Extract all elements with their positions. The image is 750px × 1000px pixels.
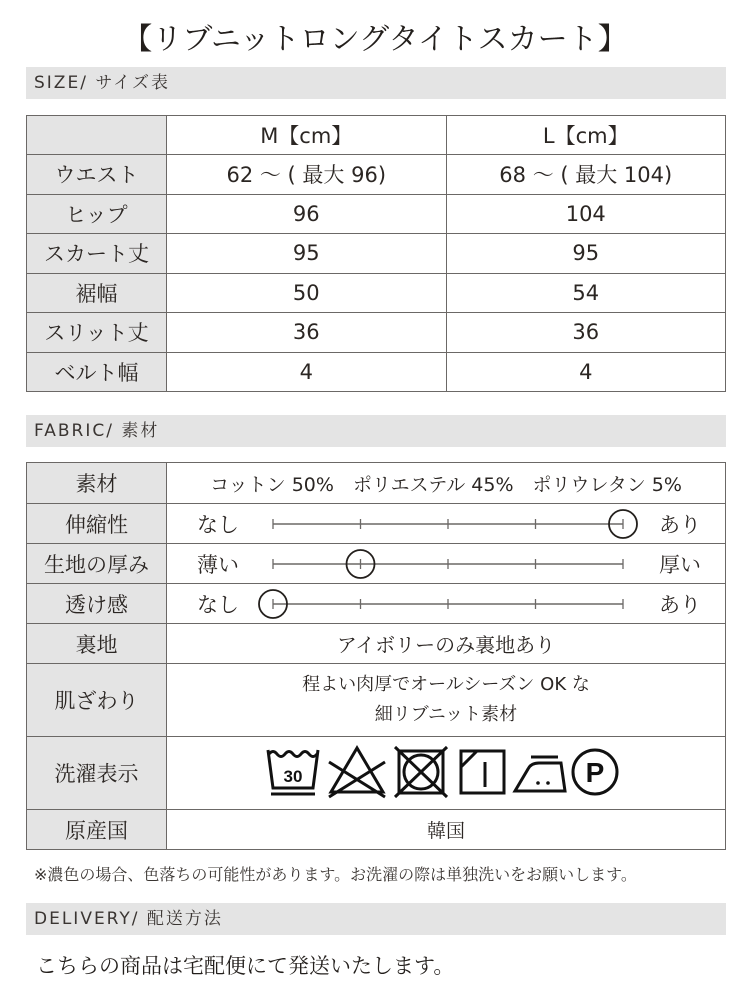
drip-dry-shade-icon [461, 751, 504, 793]
size-section-heading: SIZE/ サイズ表 [26, 67, 726, 99]
transparency-row [27, 584, 726, 624]
lining-row [27, 624, 726, 664]
texture-value [167, 664, 726, 737]
row-label: 裾幅 [27, 273, 167, 313]
stretch-scale [167, 504, 726, 544]
row-label: スカート丈 [27, 234, 167, 274]
material-label: 素材 [27, 463, 167, 504]
material-row [27, 463, 726, 504]
value-l: 36 [446, 313, 726, 353]
value-l: 68 〜 ( 最大 104) [446, 155, 726, 195]
row-label: スリット丈 [27, 313, 167, 353]
no-bleach-icon [329, 748, 385, 797]
size-table-header [27, 116, 726, 155]
header-size-l: L【cm】 [446, 116, 726, 155]
value-m: 4 [167, 352, 447, 392]
value-m: 62 〜 ( 最大 96) [167, 155, 447, 195]
scale-min-label: なし [197, 512, 239, 537]
table-row [27, 313, 726, 353]
stretch-row [27, 504, 726, 544]
value-l: 4 [446, 352, 726, 392]
care-symbols-graphic [167, 737, 727, 809]
value-m: 36 [167, 313, 447, 353]
stretch-label: 伸縮性 [27, 504, 167, 544]
scale-min-label: なし [197, 592, 239, 617]
scale-max-label: 厚い [659, 552, 701, 577]
lining-value: アイボリーのみ裏地あり [167, 624, 726, 664]
fabric-section-heading: FABRIC/ 素材 [26, 415, 726, 447]
scale-max-label: あり [659, 592, 701, 617]
texture-row [27, 664, 726, 737]
row-label: ウエスト [27, 155, 167, 195]
dry-clean-p-icon [573, 750, 617, 794]
texture-label: 肌ざわり [27, 664, 167, 737]
origin-value: 韓国 [167, 810, 726, 850]
thickness-scale [167, 544, 726, 584]
row-label: ベルト幅 [27, 352, 167, 392]
wash-30-gentle-icon [268, 750, 318, 794]
table-row [27, 194, 726, 234]
delivery-text: こちらの商品は宅配便にて発送いたします。 [36, 954, 455, 978]
value-m: 96 [167, 194, 447, 234]
care-symbols [167, 737, 726, 810]
scale-min-label: 薄い [197, 552, 239, 577]
origin-label: 原産国 [27, 810, 167, 850]
texture-line-1: 程よい肉厚でオールシーズン OK な [302, 674, 590, 695]
value-l: 95 [446, 234, 726, 274]
thickness-label: 生地の厚み [27, 544, 167, 584]
transparency-label: 透け感 [27, 584, 167, 624]
fabric-table [26, 462, 726, 850]
header-corner-cell [27, 116, 167, 155]
value-l: 104 [446, 194, 726, 234]
table-row [27, 155, 726, 195]
care-note: ※濃色の場合、色落ちの可能性があります。お洗濯の際は単独洗いをお願いします。 [34, 865, 637, 884]
care-row [27, 737, 726, 810]
stretch-scale-graphic [167, 504, 727, 545]
iron-medium-icon [515, 757, 565, 791]
table-row [27, 234, 726, 274]
table-row [27, 352, 726, 392]
origin-row [27, 810, 726, 850]
delivery-section-heading: DELIVERY/ 配送方法 [26, 903, 726, 935]
no-tumble-dry-icon [395, 747, 447, 797]
svg-text:30: 30 [283, 767, 303, 786]
texture-line-2: 細リブニット素材 [374, 704, 518, 725]
transparency-scale-graphic [167, 584, 727, 625]
thickness-scale-graphic [167, 544, 727, 585]
scale-max-label: あり [659, 512, 701, 537]
row-label: ヒップ [27, 194, 167, 234]
value-l: 54 [446, 273, 726, 313]
lining-label: 裏地 [27, 624, 167, 664]
value-m: 95 [167, 234, 447, 274]
svg-text:P: P [585, 757, 605, 788]
table-row [27, 273, 726, 313]
transparency-scale [167, 584, 726, 624]
value-m: 50 [167, 273, 447, 313]
care-label: 洗濯表示 [27, 737, 167, 810]
material-value: コットン 50% ポリエステル 45% ポリウレタン 5% [167, 463, 726, 504]
page-title: 【リブニットロングタイトスカート】 [122, 22, 628, 57]
size-table [26, 115, 726, 392]
header-size-m: M【cm】 [167, 116, 447, 155]
thickness-row [27, 544, 726, 584]
